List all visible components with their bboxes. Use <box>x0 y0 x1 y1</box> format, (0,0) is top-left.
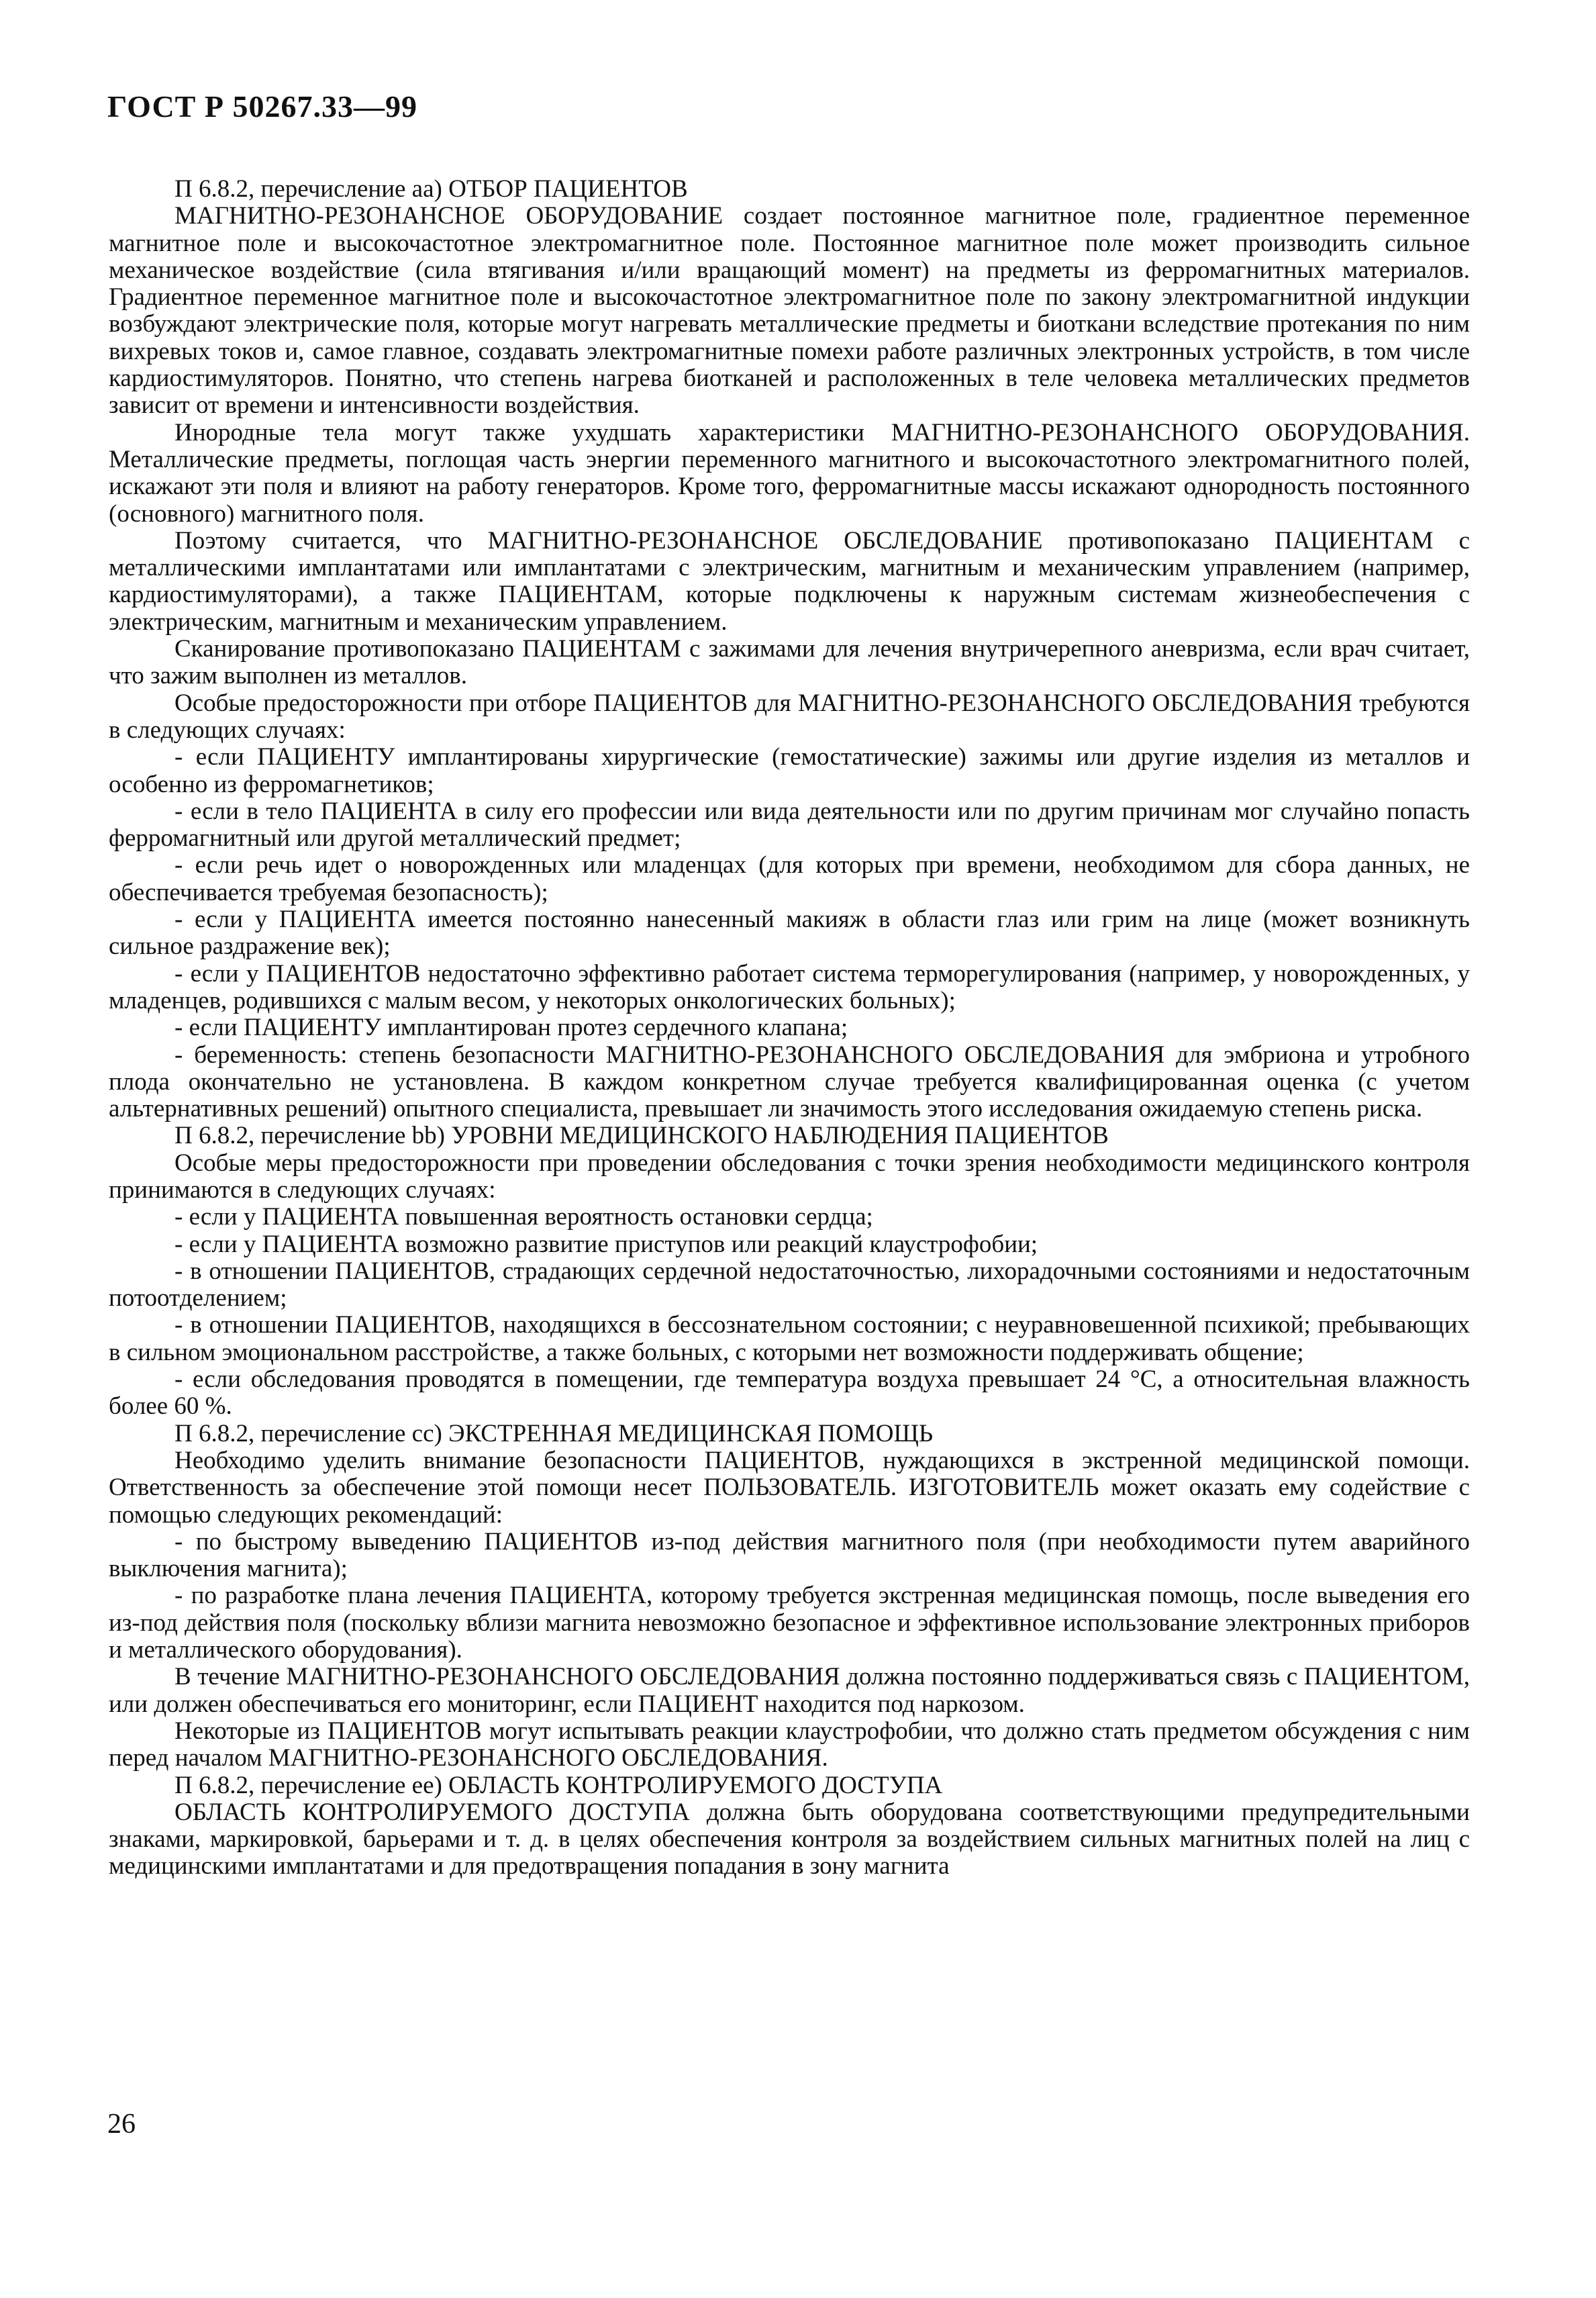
section-heading-bb: П 6.8.2, перечисление bb) УРОВНИ МЕДИЦИНСКОГО НАБЛЮДЕНИЯ ПАЦИЕНТОВ <box>174 1122 1109 1150</box>
document-body <box>109 176 1470 1880</box>
list-item: - если речь идет о новорожденных или младенцах (для которых при времени, необходимом для сбора данных, не обеспечивается требуемая безопасность); <box>109 851 1470 906</box>
paragraph: Некоторые из ПАЦИЕНТОВ могут испытывать реакции клаустрофобии, что должно стать предметом обсуждения с ним перед началом МАГНИТНО-РЕЗОНАНСНОГО ОБСЛЕДОВАНИЯ. <box>109 1717 1470 1772</box>
document-id-header: ГОСТ Р 50267.33—99 <box>107 89 417 124</box>
list-item: - по быстрому выведению ПАЦИЕНТОВ из-под действия магнитного поля (при необходимости путем аварийного выключения магнита); <box>109 1527 1470 1583</box>
list-item: - если обследования проводятся в помещении, где температура воздуха превышает 24 °С, а относительная влажность более 60 %. <box>109 1366 1470 1421</box>
list-item: - если у ПАЦИЕНТОВ недостаточно эффективно работает система терморегулирования (например, у новорожденных, у младенцев, родившихся с малым весом, у некоторых онкологических больных); <box>109 959 1470 1014</box>
paragraph: Особые предосторожности при отборе ПАЦИЕНТОВ для МАГНИТНО-РЕЗОНАНСНОГО ОБСЛЕДОВАНИЯ требуются в следующих случаях: <box>109 689 1470 744</box>
paragraph: Необходимо уделить внимание безопасности ПАЦИЕНТОВ, нуждающихся в экстренной медицинской помощи. Ответственность за обеспечение этой помощи несет ПОЛЬЗОВАТЕЛЬ. ИЗГОТОВИТЕЛЬ может оказать ему содействие с помощью следующих рекомендаций: <box>109 1446 1470 1529</box>
list-item: - если у ПАЦИЕНТА имеется постоянно нанесенный макияж в области глаз или грим на лице (может возникнуть сильное раздражение век); <box>109 906 1470 961</box>
list-item: - если у ПАЦИЕНТА повышенная вероятность остановки сердца; <box>174 1203 873 1231</box>
list-item: - в отношении ПАЦИЕНТОВ, находящихся в бессознательном состоянии; с неуравновешенной психикой; пребывающих в сильном эмоциональном расстройстве, а также больных, с которыми нет возможности поддерживать общение; <box>109 1311 1470 1366</box>
section-heading-ee: П 6.8.2, перечисление ее) ОБЛАСТЬ КОНТРОЛИРУЕМОГО ДОСТУПА <box>174 1771 943 1799</box>
paragraph: Инородные тела могут также ухудшать характеристики МАГНИТНО-РЕЗОНАНСНОГО ОБОРУДОВАНИЯ. Металлические предметы, поглощая часть энергии переменного магнитного и высокочастотного электромагнитного полей, искажают эти поля и влияют на работу генераторов. Кроме того, ферромагнитные массы искажают однородность постоянного (основного) магнитного поля. <box>109 418 1470 528</box>
paragraph: Поэтому считается, что МАГНИТНО-РЕЗОНАНСНОЕ ОБСЛЕДОВАНИЕ противопоказано ПАЦИЕНТАМ с металлическими имплантатами или имплантатами с электрическим, магнитным и механическим управлением (например, кардиостимуляторами), а также ПАЦИЕНТАМ, которые подключены к наружным системам жизнеобеспечения с электрическим, магнитным и механическим управлением. <box>109 526 1470 636</box>
list-item: - в отношении ПАЦИЕНТОВ, страдающих сердечной недостаточностью, лихорадочными состояниями и недостаточным потоотделением; <box>109 1257 1470 1312</box>
section-heading-aa: П 6.8.2, перечисление аа) ОТБОР ПАЦИЕНТОВ <box>174 175 688 203</box>
list-item: - если ПАЦИЕНТУ имплантированы хирургические (гемостатические) зажимы или другие изделия из металлов и особенно из ферромагнетиков; <box>109 743 1470 798</box>
list-item: - по разработке плана лечения ПАЦИЕНТА, которому требуется экстренная медицинская помощь, после выведения его из-под действия поля (поскольку вблизи магнита невозможно безопасное и эффективное использование электронных приборов и металлического оборудования). <box>109 1582 1470 1664</box>
page-number: 26 <box>107 2109 136 2140</box>
list-item: - если у ПАЦИЕНТА возможно развитие приступов или реакций клаустрофобии; <box>174 1230 1038 1258</box>
paragraph: ОБЛАСТЬ КОНТРОЛИРУЕМОГО ДОСТУПА должна быть оборудована соответствующими предупредительными знаками, маркировкой, барьерами и т. д. в целях обеспечения контроля за воздействием сильных магнитных полей на лиц с медицинскими имплантатами и для предотвращения попадания в зону магнита <box>109 1798 1470 1880</box>
paragraph: МАГНИТНО-РЕЗОНАНСНОЕ ОБОРУДОВАНИЕ создает постоянное магнитное поле, градиентное переменное магнитное поле и высокочастотное электромагнитное поле. Постоянное магнитное поле может производить сильное механическое воздействие (сила втягивания и/или вращающий момент) на предметы из ферромагнитных материалов. Градиентное переменное магнитное поле и высокочастотное электромагнитное поле по закону электромагнитной индукции возбуждают электрические поля, которые могут нагревать металлические предметы и биоткани вследствие протекания по ним вихревых токов и, самое главное, создавать электромагнитные помехи работе различных электронных устройств, в том числе кардиостимуляторов. Понятно, что степень нагрева биотканей и расположенных в теле человека металлических предметов зависит от времени и интенсивности воздействия. <box>109 202 1470 420</box>
section-heading-cc: П 6.8.2, перечисление сс) ЭКСТРЕННАЯ МЕДИЦИНСКАЯ ПОМОЩЬ <box>174 1419 934 1447</box>
list-item: - если ПАЦИЕНТУ имплантирован протез сердечного клапана; <box>174 1014 848 1042</box>
paragraph: Особые меры предосторожности при проведении обследования с точки зрения необходимости медицинского контроля принимаются в следующих случаях: <box>109 1149 1470 1204</box>
list-item: - если в тело ПАЦИЕНТА в силу его профессии или вида деятельности или по другим причинам мог случайно попасть ферромагнитный или другой металлический предмет; <box>109 797 1470 853</box>
paragraph: В течение МАГНИТНО-РЕЗОНАНСНОГО ОБСЛЕДОВАНИЯ должна постоянно поддерживаться связь с ПАЦИЕНТОМ, или должен обеспечиваться его мониторинг, если ПАЦИЕНТ находится под наркозом. <box>109 1663 1470 1718</box>
list-item: - беременность: степень безопасности МАГНИТНО-РЕЗОНАНСНОГО ОБСЛЕДОВАНИЯ для эмбриона и утробного плода окончательно не установлена. В каждом конкретном случае требуется квалифицированная оценка (с учетом альтернативных решений) опытного специалиста, превышает ли значимость этого исследования ожидаемую степень риска. <box>109 1041 1470 1123</box>
paragraph: Сканирование противопоказано ПАЦИЕНТАМ с зажимами для лечения внутричерепного аневризма, если врач считает, что зажим выполнен из металлов. <box>109 635 1470 690</box>
